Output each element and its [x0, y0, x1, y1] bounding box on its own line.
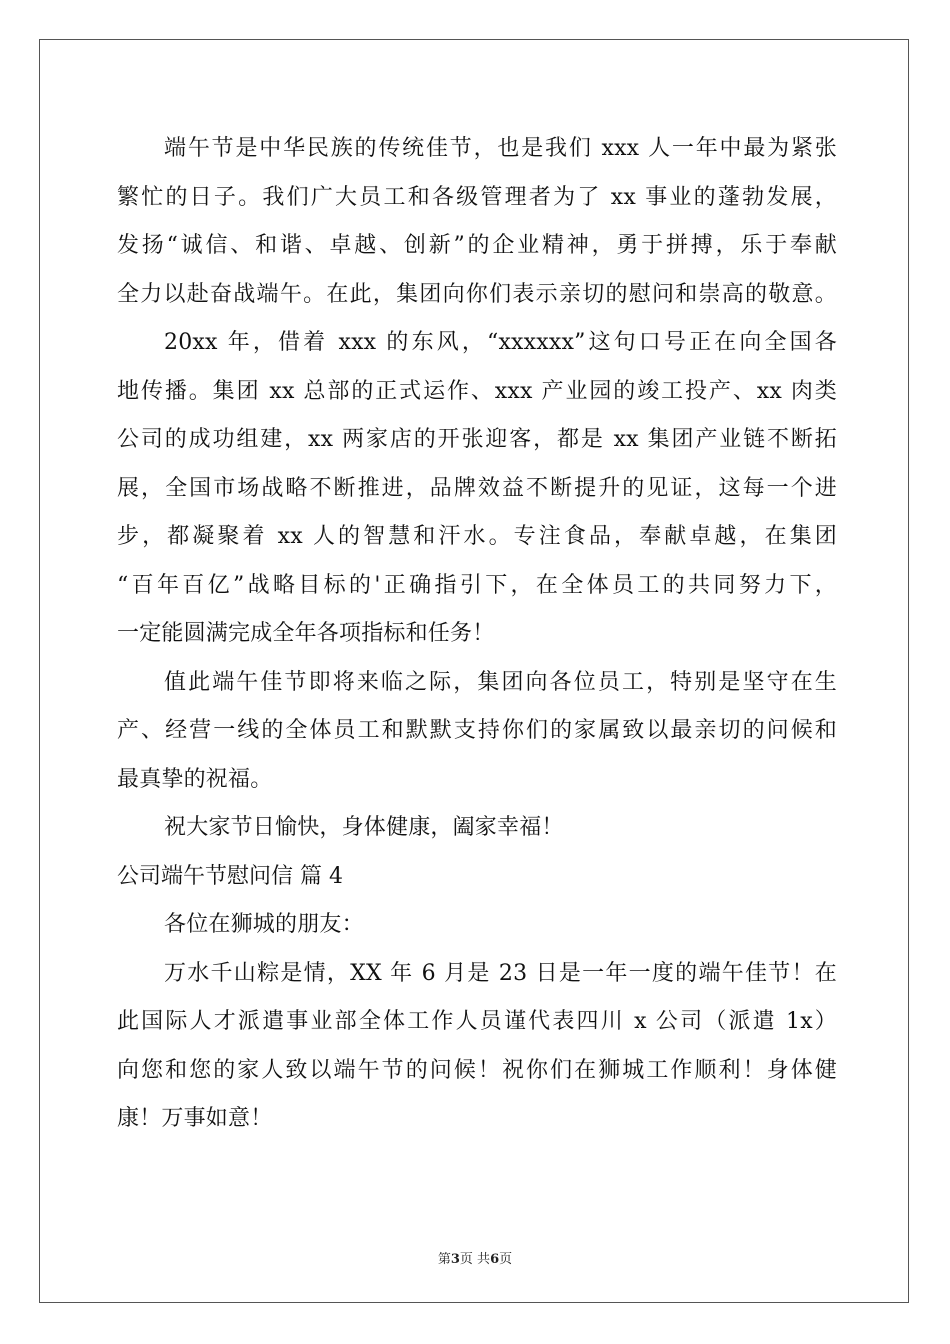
- paragraph-line: 全力以赴奋战端午。在此，集团向你们表示亲切的慰问和崇高的敬意。: [117, 281, 837, 307]
- page-footer: [0, 1248, 950, 1267]
- paragraph-line: 向您和您的家人致以端午节的问候！祝你们在狮城工作顺利！身体健: [117, 1057, 837, 1083]
- paragraph-5: [117, 950, 837, 1144]
- document-body: [117, 125, 837, 1144]
- paragraph-line: 一定能圆满完成全年各项指标和任务！: [117, 621, 495, 646]
- paragraph-line: 20xx 年，借着 xxx 的东风，“xxxxxx”这句口号正在向全国各: [164, 330, 837, 355]
- footer-prefix: 第: [437, 1252, 451, 1267]
- total-page-count: 6: [490, 1252, 500, 1267]
- paragraph-1: [117, 125, 837, 319]
- paragraph-line: 繁忙的日子。我们广大员工和各级管理者为了 xx 事业的蓬勃发展，: [117, 184, 837, 210]
- footer-suffix: 页: [499, 1252, 513, 1267]
- paragraph-line: 地传播。集团 xx 总部的正式运作、xxx 产业园的竣工投产、xx 肉类: [117, 378, 837, 404]
- paragraph-line: 康！万事如意！: [117, 1106, 273, 1131]
- footer-mid: 页 共: [459, 1252, 491, 1267]
- paragraph-line: “百年百亿”战略目标的'正确指引下，在全体员工的共同努力下，: [117, 572, 837, 598]
- paragraph-line: 最真挚的祝福。: [117, 766, 273, 792]
- paragraph-line: 端午节是中华民族的传统佳节，也是我们 xxx 人一年中最为紧张: [164, 136, 837, 161]
- paragraph-line: 万水千山粽是情，XX 年 6 月是 23 日是一年一度的端午佳节！在: [164, 960, 837, 986]
- paragraph-line: 此国际人才派遣事业部全体工作人员谨代表四川 x 公司（派遣 1x）: [117, 1009, 837, 1034]
- paragraph-line: 祝大家节日愉快，身体健康，阖家幸福！: [164, 815, 564, 840]
- paragraph-line: 值此端午佳节即将来临之际，集团向各位员工，特别是坚守在生: [164, 669, 837, 695]
- paragraph-line: 步，都凝聚着 xx 人的智慧和汗水。专注食品，奉献卓越，在集团: [117, 524, 837, 549]
- section-heading: 公司端午节慰问信 篇 4: [117, 863, 343, 889]
- paragraph-line: 展，全国市场战略不断推进，品牌效益不断提升的见证，这每一个进: [117, 475, 837, 501]
- current-page-number: 3: [450, 1252, 460, 1267]
- greeting: 各位在狮城的朋友：: [164, 912, 364, 937]
- paragraph-3: [117, 659, 837, 805]
- paragraph-line: 公司的成功组建，xx 两家店的开张迎客，都是 xx 集团产业链不断拓: [117, 427, 837, 452]
- paragraph-line: 发扬“诚信、和谐、卓越、创新”的企业精神，勇于拼搏，乐于奉献: [117, 233, 837, 258]
- paragraph-4: [117, 804, 837, 853]
- paragraph-line: 产、经营一线的全体员工和默默支持你们的家属致以最亲切的问候和: [117, 718, 837, 743]
- paragraph-2: [117, 319, 837, 659]
